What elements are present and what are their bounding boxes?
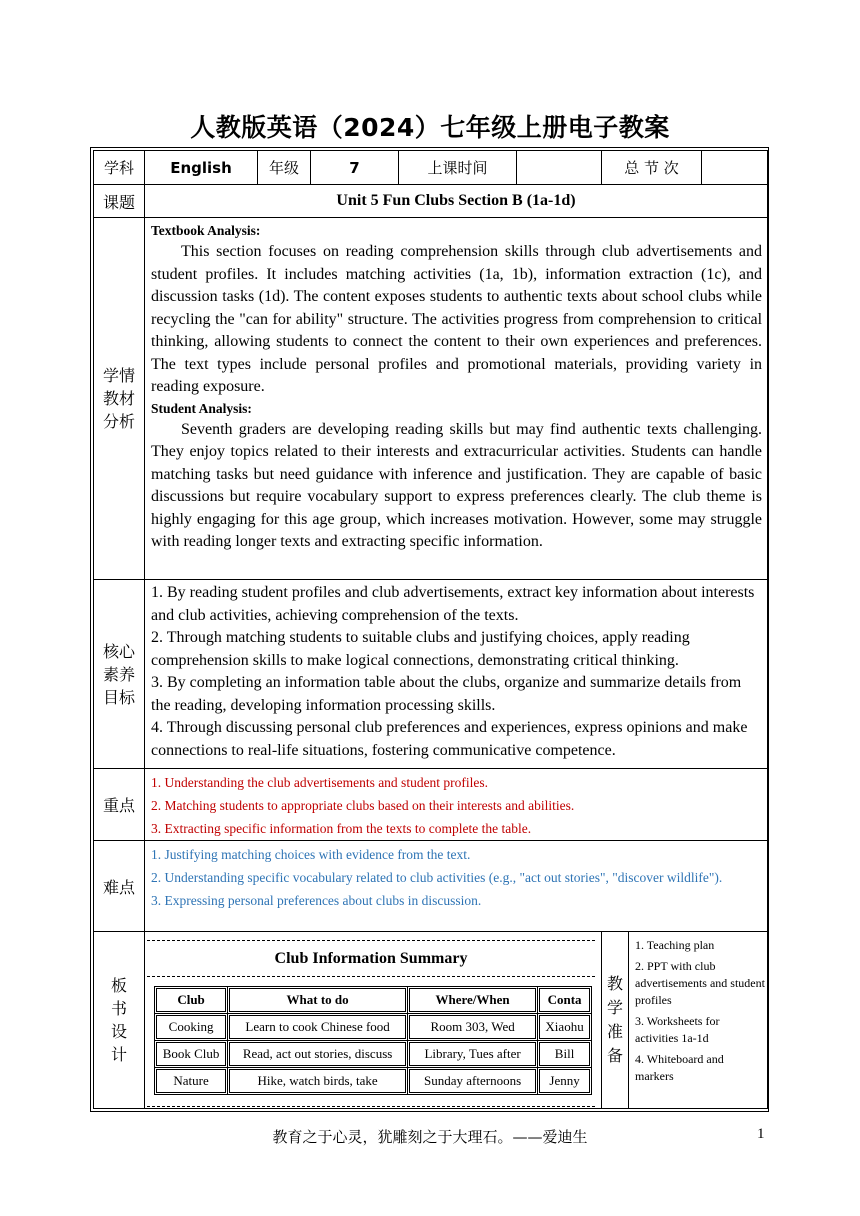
club-info-table <box>153 985 593 1096</box>
goal-item: 2. Through matching students to suitable clubs and justifying choices, apply reading comprehension skills to make logical connections, demonstrating critical thinking. <box>151 629 690 669</box>
difficulties-row <box>94 841 768 932</box>
key-points-label: 重点 <box>94 769 145 841</box>
footer-quote: 教育之于心灵，犹雕刻之于大理石。——爱迪生 <box>272 1128 588 1146</box>
student-analysis-text: Seventh graders are developing reading skills but may find authentic texts challenging. They enjoy topics related to their interests and extracurricular activities. Students can handle matching tasks but need guidance with inference and justification. They are capable of basic discussions but require vocabulary support to express preferences clearly. The club theme is highly engaging for this age group, which increases motivation. However, some may struggle with reading longer texts and extracting specific information. <box>151 420 763 550</box>
key-points-content <box>145 769 768 841</box>
prep-item: 2. PPT with club advertisements and student profiles <box>635 959 765 1007</box>
club-table-row <box>156 1069 590 1093</box>
club-table-header: Club <box>156 988 226 1012</box>
topic-row <box>94 185 768 218</box>
board-label <box>94 932 145 1109</box>
board-design <box>145 932 602 1109</box>
club-table-header: Where/When <box>409 988 536 1012</box>
total-sessions-label: 总 节 次 <box>602 151 702 185</box>
lesson-plan-table <box>93 150 768 1109</box>
goals-row <box>94 580 768 769</box>
analysis-label-line: 学情 <box>102 366 135 385</box>
lesson-plan-frame <box>90 147 769 1112</box>
difficulty-item: 1. Justifying matching choices with evidence from the text. <box>151 847 471 862</box>
goal-item: 3. By completing an information table about the clubs, organize and summarize details from the reading, developing information processing skills. <box>151 674 742 714</box>
difficulties-content <box>145 841 768 932</box>
board-title: Club Information Summary <box>147 941 595 977</box>
club-table-cell: Learn to cook Chinese food <box>229 1015 406 1039</box>
board-bottom-rule <box>147 1106 595 1107</box>
board-label-line: 板 <box>110 976 127 995</box>
club-table-header: Conta <box>539 988 590 1012</box>
topic-value: Unit 5 Fun Clubs Section B (1a-1d) <box>145 185 768 218</box>
student-analysis-heading: Student Analysis: <box>151 400 252 416</box>
analysis-label-line: 教材 <box>102 389 135 408</box>
club-table-cell: Xiaohu <box>539 1015 590 1039</box>
document-title: 人教版英语（2024）七年级上册电子教案 <box>190 113 670 142</box>
club-table-cell: Room 303, Wed <box>409 1015 536 1039</box>
board-box <box>147 940 595 1107</box>
analysis-label-line: 分析 <box>102 412 135 431</box>
club-table-header: What to do <box>229 988 406 1012</box>
difficulty-item: 2. Understanding specific vocabulary related to club activities (e.g., "act out stories", "discover wildlife"). <box>151 870 723 885</box>
key-points-row <box>94 769 768 841</box>
goal-item: 4. Through discussing personal club preferences and experiences, express opinions and make connections to real-life situations, fostering communicative competence. <box>151 719 748 759</box>
prep-label-line: 准 <box>606 1022 623 1041</box>
club-table-cell: Book Club <box>156 1042 226 1066</box>
goals-content <box>145 580 768 769</box>
prep-label <box>602 932 629 1109</box>
header-row <box>94 151 768 185</box>
analysis-content <box>145 218 768 580</box>
board-label-line: 设 <box>110 1022 127 1041</box>
board-row <box>94 932 768 1109</box>
analysis-row <box>94 218 768 580</box>
goals-label-line: 核心 <box>102 641 135 661</box>
club-table-row <box>156 1015 590 1039</box>
page-number: 1 <box>757 1126 765 1142</box>
club-table-cell: Nature <box>156 1069 226 1093</box>
key-point-item: 2. Matching students to appropriate clubs based on their interests and abilities. <box>151 798 575 813</box>
club-table-cell: Hike, watch birds, take <box>229 1069 406 1093</box>
subject-value: English <box>145 151 258 185</box>
class-time-value <box>517 151 602 185</box>
difficulties-label: 难点 <box>94 841 145 932</box>
club-table-cell: Jenny <box>539 1069 590 1093</box>
goals-label-line: 素养 <box>102 664 135 684</box>
club-table-header-row <box>156 988 590 1012</box>
analysis-label <box>94 218 145 580</box>
key-point-item: 3. Extracting specific information from the texts to complete the table. <box>151 821 532 836</box>
grade-label: 年级 <box>258 151 311 185</box>
board-label-line: 书 <box>110 999 127 1018</box>
difficulty-item: 3. Expressing personal preferences about clubs in discussion. <box>151 893 482 908</box>
club-table-cell: Read, act out stories, discuss <box>229 1042 406 1066</box>
goals-label <box>94 580 145 769</box>
topic-label: 课题 <box>94 185 145 218</box>
textbook-analysis-heading: Textbook Analysis: <box>151 223 261 238</box>
prep-item: 1. Teaching plan <box>635 938 715 952</box>
club-table-cell: Sunday afternoons <box>409 1069 536 1093</box>
goals-label-line: 目标 <box>102 687 135 707</box>
club-table-cell: Cooking <box>156 1015 226 1039</box>
club-table-row <box>156 1042 590 1066</box>
prep-item: 4. Whiteboard and markers <box>635 1052 724 1083</box>
club-table-cell: Library, Tues after <box>409 1042 536 1066</box>
subject-label: 学科 <box>94 151 145 185</box>
textbook-analysis-text: This section focuses on reading comprehension skills through club advertisements and student profiles. It includes matching activities (1a, 1b), information extraction (1c), and discussion tasks (1d). The content exposes students to authentic texts about school clubs while recycling the "can for ability" structure. The activities progress from comprehension to critical thinking, allowing students to connect the content to their own experiences and preferences. The text types include personal profiles and promotional materials, providing variety in reading exposure. <box>151 243 763 395</box>
key-point-item: 1. Understanding the club advertisements and student profiles. <box>151 775 489 790</box>
grade-value: 7 <box>311 151 399 185</box>
prep-label-line: 学 <box>606 998 623 1017</box>
prep-item: 3. Worksheets for activities 1a-1d <box>635 1014 720 1045</box>
prep-content <box>629 932 768 1109</box>
board-label-line: 计 <box>110 1045 127 1064</box>
goal-item: 1. By reading student profiles and club advertisements, extract key information about interests and club activities, achieving comprehension of the texts. <box>151 584 755 624</box>
class-time-label: 上课时间 <box>399 151 517 185</box>
club-table-cell: Bill <box>539 1042 590 1066</box>
prep-label-line: 教 <box>606 974 623 993</box>
prep-label-line: 备 <box>606 1046 623 1065</box>
total-sessions-value <box>702 151 768 185</box>
